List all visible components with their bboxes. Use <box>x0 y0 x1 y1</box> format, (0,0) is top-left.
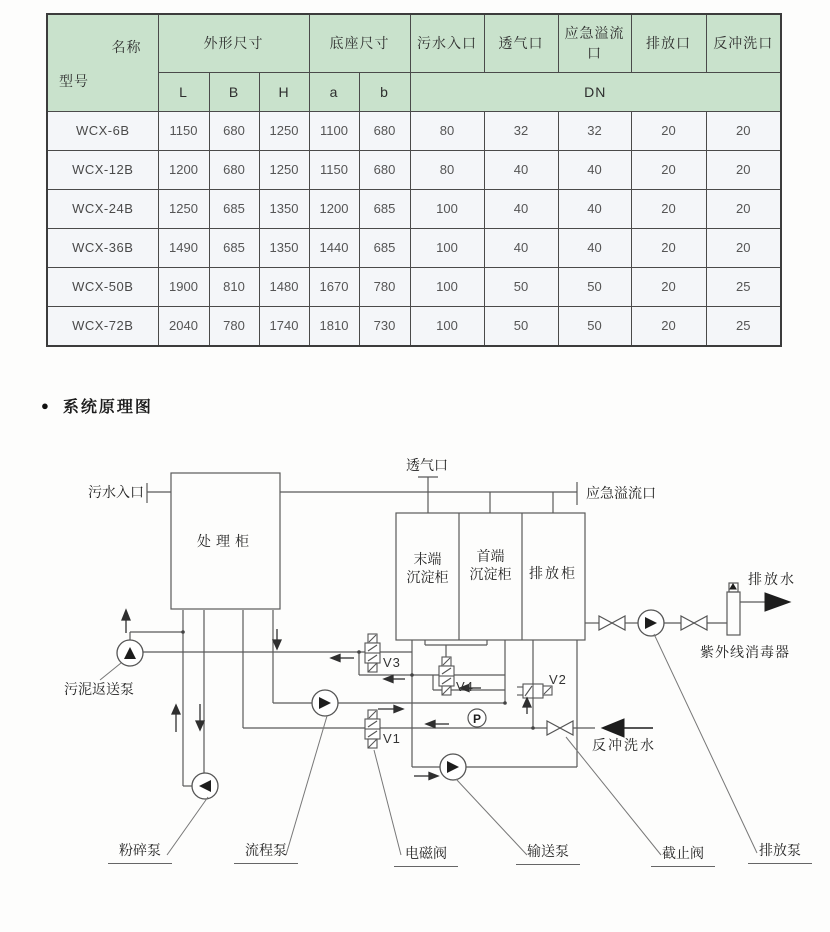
value-cell: 25 <box>706 267 781 306</box>
discharge-arrow-icon <box>765 593 790 611</box>
value-cell: 680 <box>209 150 259 189</box>
subheader-B: B <box>209 72 259 111</box>
value-cell: 1250 <box>158 189 209 228</box>
label-v1: V1 <box>383 731 401 746</box>
value-cell: 1150 <box>309 150 359 189</box>
label-discharge-water: 排放水 <box>748 571 796 587</box>
label-process-pump: 流程泵 <box>234 841 298 864</box>
subheader-dn: DN <box>410 72 781 111</box>
label-sludge-return-pump: 污泥返送泵 <box>64 681 134 697</box>
uv-sterilizer-icon <box>727 592 740 635</box>
value-cell: 20 <box>706 111 781 150</box>
value-cell: 680 <box>209 111 259 150</box>
value-cell: 1150 <box>158 111 209 150</box>
subheader-H: H <box>259 72 309 111</box>
model-cell: WCX-50B <box>47 267 158 306</box>
corner-name-label: 名称 <box>111 39 142 55</box>
header-sewage-inlet: 污水入口 <box>410 14 484 72</box>
value-cell: 1480 <box>259 267 309 306</box>
label-v2: V2 <box>549 672 567 687</box>
value-cell: 1670 <box>309 267 359 306</box>
label-discharge-cabinet: 排放柜 <box>529 565 577 581</box>
label-pressure-gauge: P <box>472 712 481 726</box>
table-row <box>47 267 781 306</box>
value-cell: 1250 <box>259 150 309 189</box>
value-cell: 100 <box>410 306 484 346</box>
value-cell: 100 <box>410 267 484 306</box>
value-cell: 2040 <box>158 306 209 346</box>
table-row <box>47 228 781 267</box>
value-cell: 20 <box>631 150 706 189</box>
value-cell: 40 <box>558 150 631 189</box>
header-base-size: 底座尺寸 <box>309 14 410 72</box>
value-cell: 1200 <box>309 189 359 228</box>
value-cell: 20 <box>631 267 706 306</box>
value-cell: 680 <box>359 150 410 189</box>
value-cell: 810 <box>209 267 259 306</box>
value-cell: 1440 <box>309 228 359 267</box>
value-cell: 40 <box>484 228 558 267</box>
label-end-tank: 末端 沉淀柜 <box>406 551 449 585</box>
model-cell: WCX-12B <box>47 150 158 189</box>
value-cell: 40 <box>558 189 631 228</box>
header-discharge: 排放口 <box>631 14 706 72</box>
label-discharge-pump: 排放泵 <box>748 841 812 864</box>
value-cell: 25 <box>706 306 781 346</box>
value-cell: 1490 <box>158 228 209 267</box>
value-cell: 780 <box>209 306 259 346</box>
value-cell: 20 <box>631 306 706 346</box>
value-cell: 20 <box>706 228 781 267</box>
label-v4: V4 <box>456 679 474 694</box>
label-crusher-pump: 粉碎泵 <box>108 841 172 864</box>
value-cell: 1810 <box>309 306 359 346</box>
value-cell: 1740 <box>259 306 309 346</box>
valve-v2-icon <box>517 684 552 698</box>
backwash-arrow-icon <box>602 719 624 737</box>
value-cell: 50 <box>484 306 558 346</box>
spec-table <box>46 13 780 347</box>
value-cell: 1900 <box>158 267 209 306</box>
value-cell: 20 <box>631 111 706 150</box>
value-cell: 50 <box>484 267 558 306</box>
label-transfer-pump: 输送泵 <box>516 842 580 865</box>
value-cell: 730 <box>359 306 410 346</box>
value-cell: 20 <box>631 189 706 228</box>
header-row-1 <box>47 14 781 72</box>
model-cell: WCX-6B <box>47 111 158 150</box>
stop-valve-icon <box>547 721 560 735</box>
value-cell: 1200 <box>158 150 209 189</box>
value-cell: 685 <box>209 228 259 267</box>
table-row <box>47 306 781 346</box>
header-overflow: 应急溢流口 <box>558 14 631 72</box>
model-cell: WCX-24B <box>47 189 158 228</box>
value-cell: 685 <box>209 189 259 228</box>
table-row <box>47 189 781 228</box>
value-cell: 100 <box>410 189 484 228</box>
label-treatment-cabinet: 处理柜 <box>197 533 254 549</box>
value-cell: 685 <box>359 189 410 228</box>
value-cell: 40 <box>558 228 631 267</box>
label-vent: 透气口 <box>406 457 448 473</box>
value-cell: 20 <box>631 228 706 267</box>
valve-v4-icon <box>439 657 454 695</box>
section-heading <box>41 394 153 417</box>
value-cell: 32 <box>558 111 631 150</box>
header-backwash: 反冲洗口 <box>706 14 781 72</box>
subheader-L: L <box>158 72 209 111</box>
value-cell: 780 <box>359 267 410 306</box>
label-solenoid-valve: 电磁阀 <box>394 844 458 867</box>
subheader-b: b <box>359 72 410 111</box>
label-backwash-water: 反冲洗水 <box>592 737 656 753</box>
pump-icons <box>117 610 664 799</box>
leader-lines <box>100 634 757 855</box>
value-cell: 100 <box>410 228 484 267</box>
value-cell: 1350 <box>259 189 309 228</box>
header-vent: 透气口 <box>484 14 558 72</box>
value-cell: 40 <box>484 150 558 189</box>
value-cell: 40 <box>484 189 558 228</box>
value-cell: 680 <box>359 111 410 150</box>
value-cell: 1350 <box>259 228 309 267</box>
model-cell: WCX-72B <box>47 306 158 346</box>
label-sewage-inlet: 污水入口 <box>88 484 144 500</box>
corner-model-label: 型号 <box>59 72 89 89</box>
table-row <box>47 150 781 189</box>
value-cell: 50 <box>558 306 631 346</box>
label-overflow: 应急溢流口 <box>586 485 656 501</box>
value-cell: 1250 <box>259 111 309 150</box>
label-uv-sterilizer: 紫外线消毒器 <box>700 644 790 660</box>
header-outline-size: 外形尺寸 <box>158 14 309 72</box>
value-cell: 80 <box>410 150 484 189</box>
value-cell: 1100 <box>309 111 359 150</box>
label-head-tank: 首端 沉淀柜 <box>469 548 512 582</box>
model-cell: WCX-36B <box>47 228 158 267</box>
value-cell: 20 <box>706 189 781 228</box>
spec-table-body <box>47 111 781 346</box>
label-stop-valve: 截止阀 <box>651 844 715 867</box>
valve-v1-icon <box>365 710 380 748</box>
label-v3: V3 <box>383 655 401 670</box>
corner-cell <box>47 14 158 111</box>
value-cell: 685 <box>359 228 410 267</box>
value-cell: 80 <box>410 111 484 150</box>
value-cell: 50 <box>558 267 631 306</box>
value-cell: 20 <box>706 150 781 189</box>
bullet-icon: ● <box>41 398 51 413</box>
pipework <box>130 473 766 786</box>
gate-valve-icons <box>547 616 707 735</box>
value-cell: 32 <box>484 111 558 150</box>
valve-v3-icon <box>365 634 380 672</box>
table-row <box>47 111 781 150</box>
subheader-a: a <box>309 72 359 111</box>
section-title: 系统原理图 <box>62 399 153 416</box>
